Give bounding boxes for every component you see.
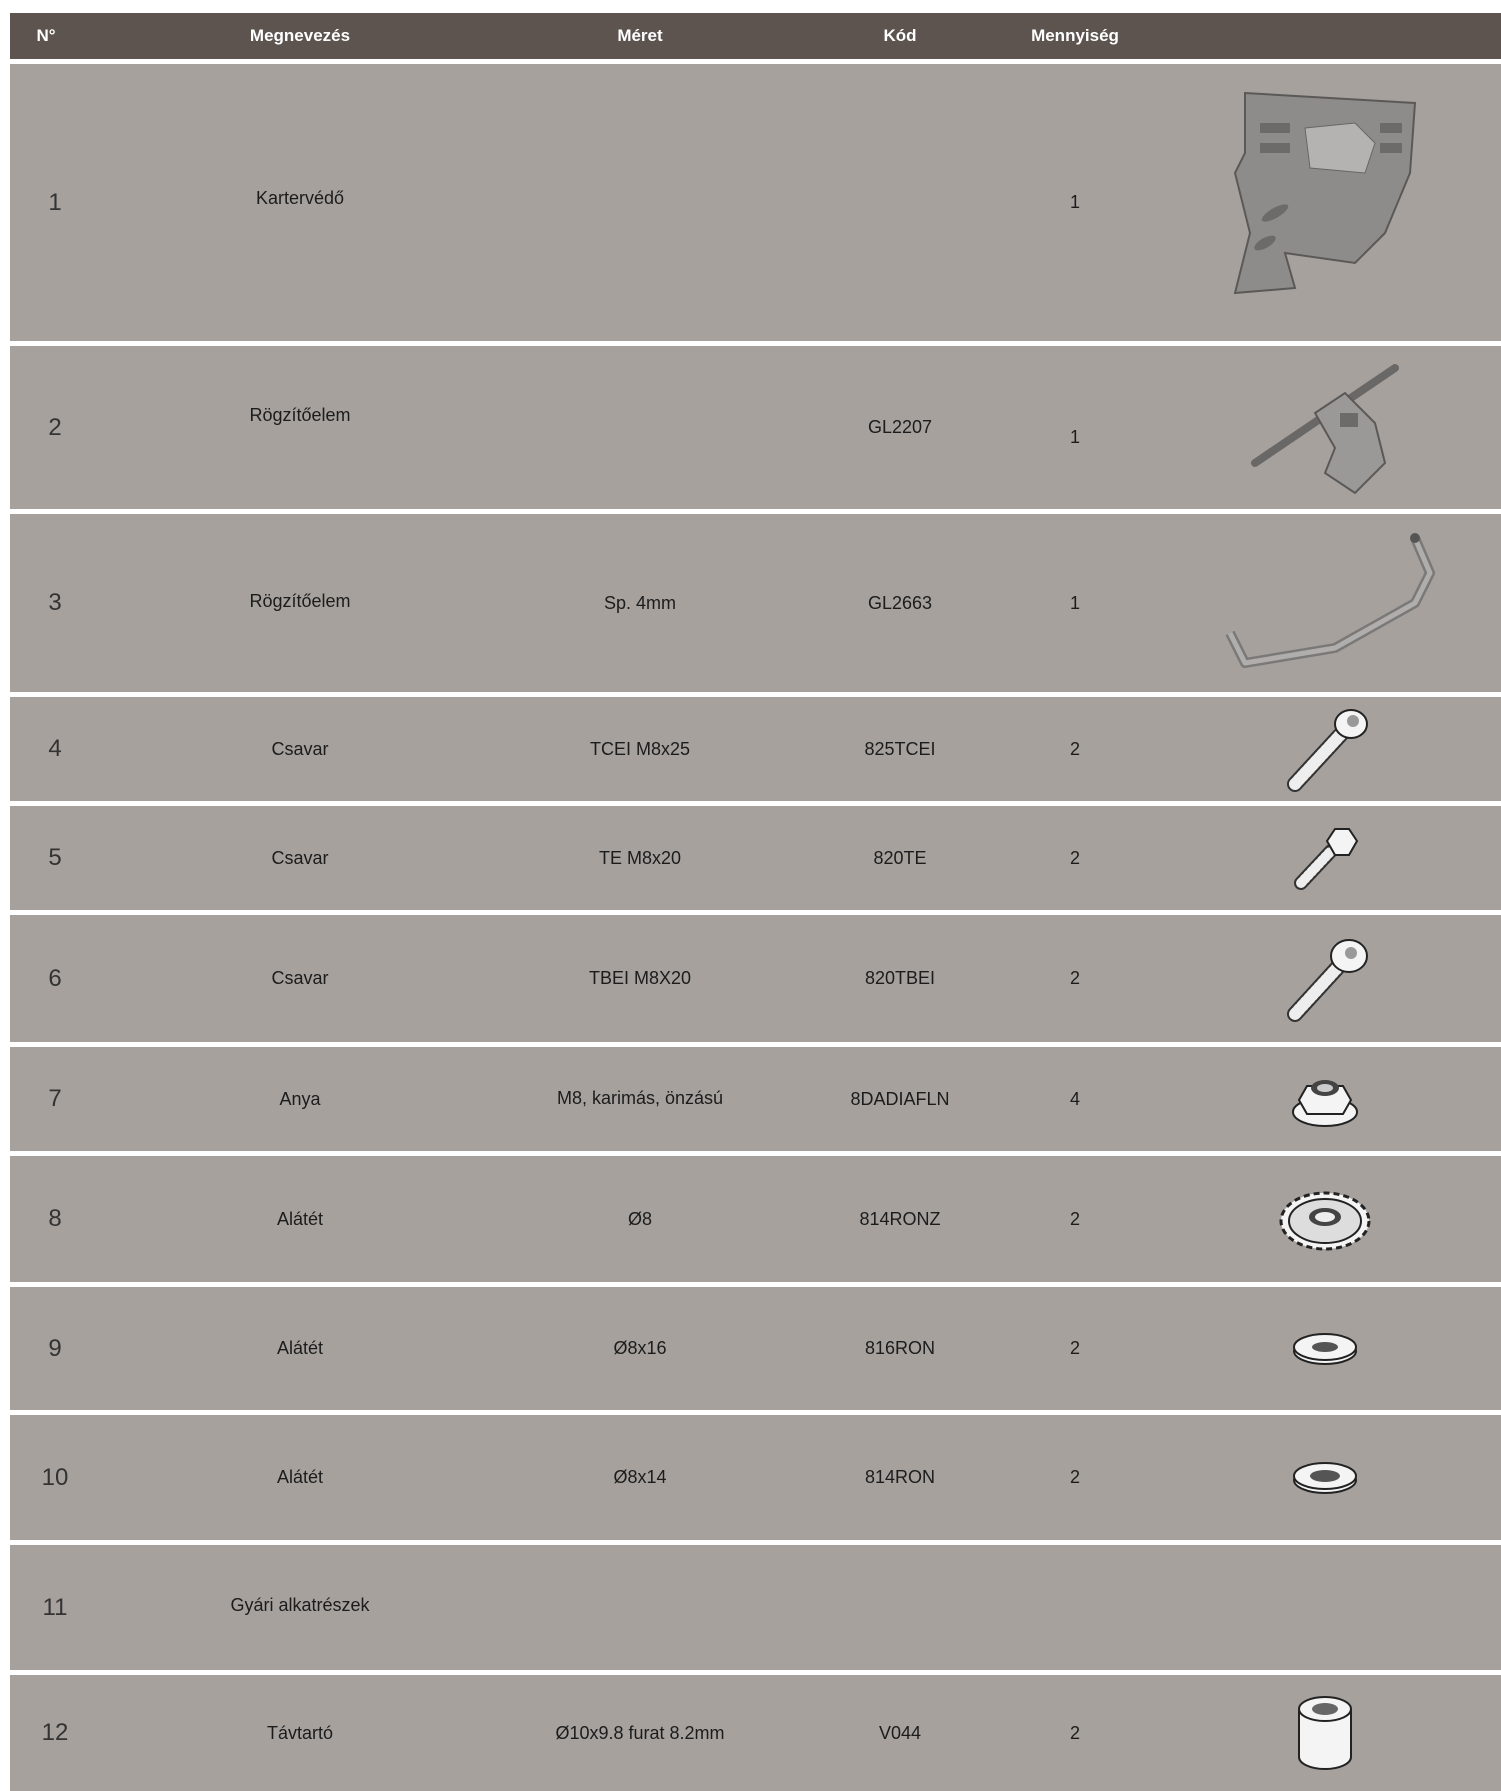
row-number: 5 <box>48 844 62 871</box>
row-qty: 2 <box>1069 968 1080 988</box>
row-size <box>480 346 800 509</box>
row-size: TBEI M8X20 <box>588 968 692 988</box>
header-qty: Mennyiség <box>1031 26 1119 45</box>
row-number: 7 <box>48 1085 62 1112</box>
table-row <box>10 64 1501 341</box>
header-code: Kód <box>883 26 917 45</box>
row-qty: 1 <box>1069 192 1080 212</box>
row-code <box>800 1545 1000 1670</box>
button-head-screw-icon <box>1200 915 1450 1042</box>
table-row <box>10 1545 1501 1670</box>
row-qty: 2 <box>1069 1467 1080 1487</box>
spacer-icon <box>1200 1675 1450 1791</box>
row-code: GL2207 <box>867 417 933 437</box>
row-size: Ø10x9.8 furat 8.2mm <box>555 1722 725 1743</box>
row-number: 9 <box>48 1334 62 1362</box>
row-number: 6 <box>48 964 62 992</box>
row-name: Rögzítőelem <box>249 405 351 425</box>
row-name: Rögzítőelem <box>249 590 351 611</box>
row-code: 816RON <box>864 1338 936 1358</box>
row-code: 820TBEI <box>864 968 936 988</box>
row-size: M8, karimás, önzású <box>556 1087 724 1108</box>
row-number: 12 <box>41 1719 69 1746</box>
row-size <box>480 64 800 341</box>
row-size: Sp. 4mm <box>603 592 677 613</box>
socket-head-screw-icon <box>1200 697 1450 801</box>
row-name: Alátét <box>276 1467 324 1487</box>
row-code: 825TCEI <box>864 738 936 759</box>
table-header <box>10 13 1501 59</box>
skid-plate-icon <box>1200 64 1450 341</box>
row-number: 1 <box>48 188 62 216</box>
header-name: Megnevezés <box>249 26 351 45</box>
row-qty: 1 <box>1069 427 1080 447</box>
row-name: Anya <box>279 1088 321 1109</box>
row-qty: 2 <box>1069 1338 1080 1358</box>
row-code: V044 <box>878 1722 922 1743</box>
row-code: 814RONZ <box>859 1208 941 1229</box>
table-row <box>10 915 1501 1042</box>
table-row <box>10 1287 1501 1410</box>
header-no: N° <box>36 26 56 45</box>
row-number: 2 <box>48 413 62 441</box>
row-name: Alátét <box>276 1338 324 1358</box>
table-row <box>10 514 1501 692</box>
row-qty: 2 <box>1069 738 1080 759</box>
row-name: Gyári alkatrészek <box>230 1595 370 1615</box>
row-name: Kartervédő <box>255 188 345 208</box>
row-size: TCEI M8x25 <box>589 738 691 759</box>
bracket-icon <box>1200 346 1450 509</box>
row-number: 8 <box>48 1205 62 1232</box>
row-number: 10 <box>41 1463 69 1491</box>
flat-washer-icon <box>1200 1415 1450 1540</box>
serrated-washer-icon <box>1200 1156 1450 1282</box>
row-size: Ø8 <box>627 1208 652 1229</box>
row-qty: 4 <box>1069 1088 1080 1109</box>
row-name: Csavar <box>271 968 329 988</box>
row-qty: 2 <box>1069 847 1080 868</box>
row-size <box>480 1545 800 1670</box>
row-size: Ø8x16 <box>613 1338 667 1358</box>
table-row <box>10 1415 1501 1540</box>
row-name: Csavar <box>271 738 329 759</box>
row-number: 4 <box>48 735 62 762</box>
table-row <box>10 697 1501 801</box>
row-name: Alátét <box>276 1208 324 1229</box>
flat-washer-icon <box>1200 1287 1450 1410</box>
row-qty: 2 <box>1069 1208 1080 1229</box>
table-row <box>10 346 1501 509</box>
row-code: 8DADIAFLN <box>850 1088 950 1109</box>
table-row <box>10 1047 1501 1151</box>
flange-nut-icon <box>1200 1047 1450 1151</box>
row-code: 814RON <box>864 1467 936 1487</box>
row-number: 3 <box>48 589 62 616</box>
row-name: Távtartó <box>266 1722 334 1743</box>
table-row <box>10 1675 1501 1791</box>
row-code <box>800 64 1000 341</box>
table-row <box>10 806 1501 910</box>
bent-bracket-icon <box>1200 514 1450 692</box>
table-row <box>10 1156 1501 1282</box>
header-size: Méret <box>617 26 663 45</box>
row-code: GL2663 <box>867 592 933 613</box>
row-number: 11 <box>42 1593 68 1621</box>
row-name: Csavar <box>271 847 329 868</box>
row-qty: 1 <box>1069 592 1080 613</box>
row-size: Ø8x14 <box>613 1467 667 1487</box>
row-qty: 2 <box>1069 1722 1080 1743</box>
row-code: 820TE <box>873 847 927 868</box>
row-size: TE M8x20 <box>598 847 682 868</box>
row-qty <box>990 1545 1160 1670</box>
hex-bolt-icon <box>1200 806 1450 910</box>
